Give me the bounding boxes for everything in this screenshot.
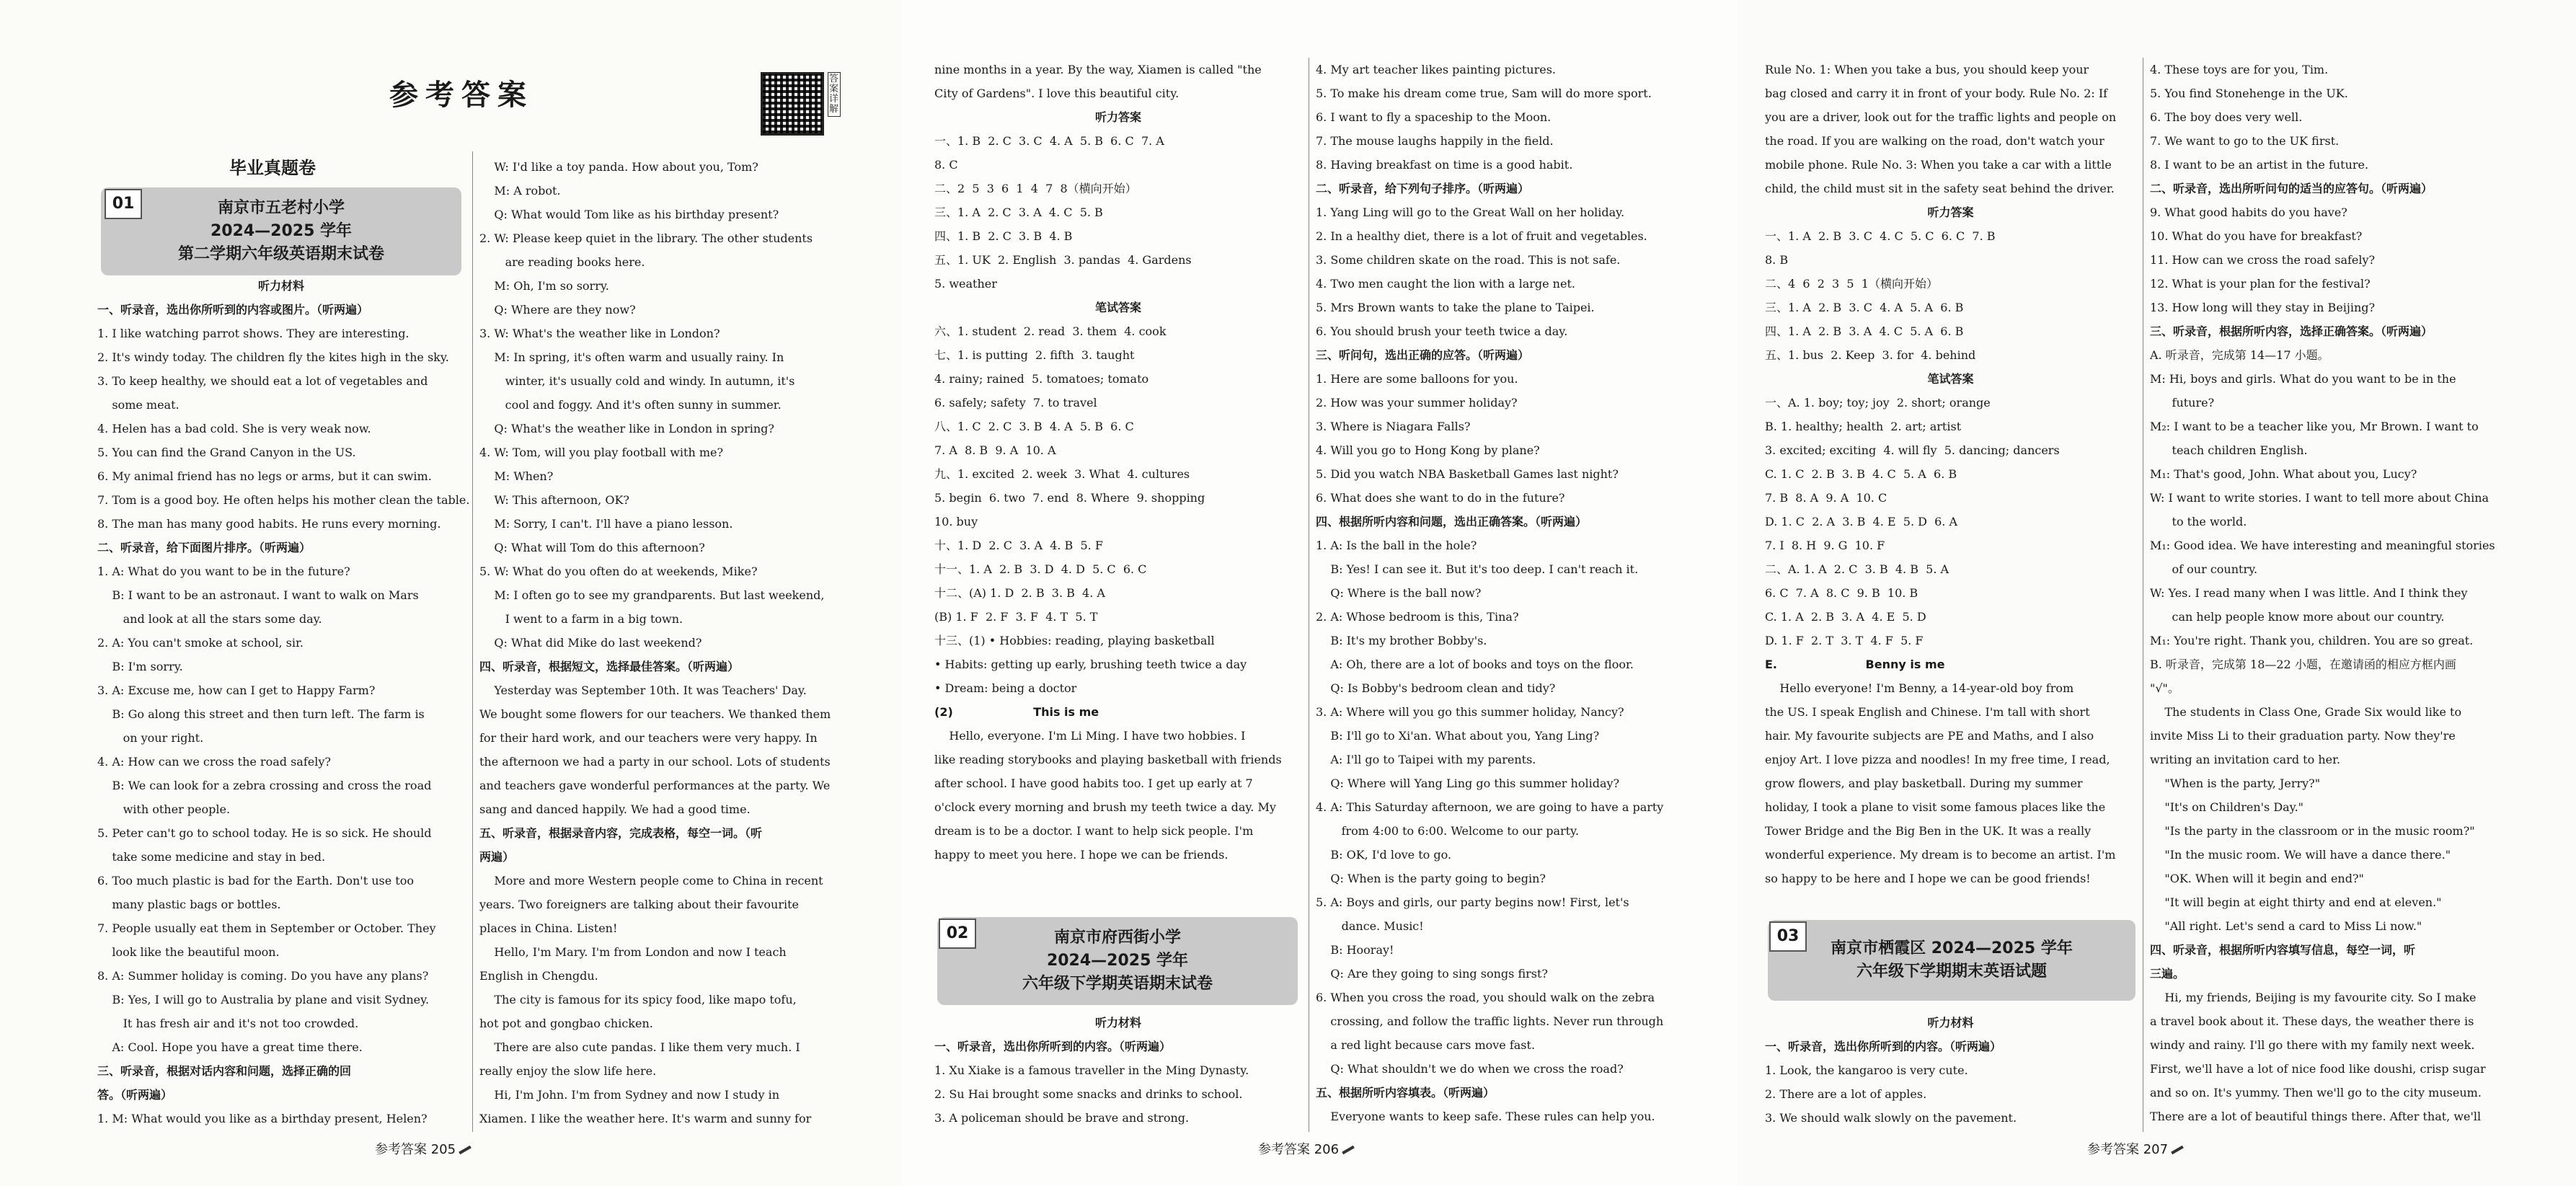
- text-line: It has fresh air and it's not too crowded.: [97, 1017, 359, 1030]
- text-line: 四、听录音，根据所听内容填写信息，每空一词，听: [2150, 943, 2416, 957]
- text-line: 5. weather: [934, 277, 997, 291]
- text-line: M₁: You're right. Thank you, children. You are so great.: [2150, 634, 2474, 647]
- text-line: B: It's my brother Bobby's.: [1316, 634, 1487, 647]
- text-line: 二、听录音，给下面图片排序。（听两遍）: [97, 541, 311, 554]
- text-line: 8. The man has many good habits. He runs every morning.: [97, 517, 441, 531]
- text-line: the road. If you are walking on the road, don't watch your: [1765, 134, 2104, 148]
- text-line: 1. M: What would you like as a birthday present, Helen?: [97, 1112, 428, 1125]
- text-line: A: Cool. Hope you have a great time there.: [97, 1040, 363, 1054]
- text-line: B: We can look for a zebra crossing and cross the road: [97, 779, 432, 792]
- text-line: B: Hooray!: [1316, 943, 1394, 957]
- text-line: child, the child must sit in the safety seat behind the driver.: [1765, 182, 2115, 195]
- text-line: English in Chengdu.: [479, 969, 598, 983]
- page-footer-206: [1258, 1139, 1355, 1158]
- text-line: "In the music room. We will have a dance there.": [2150, 848, 2451, 862]
- exam-number: 02: [939, 919, 976, 949]
- text-line: Yesterday was September 10th. It was Teachers' Day.: [479, 683, 807, 697]
- text-line: B. 听录音，完成第 18—22 小题，在邀请函的相应方框内画: [2150, 658, 2456, 671]
- text-line: 听力材料: [1927, 1016, 1974, 1030]
- text-line: "When is the party, Jerry?": [2150, 776, 2321, 790]
- text-line: 5. W: What do you often do at weekends, Mike?: [479, 565, 758, 578]
- text-line: Q: What did Mike do last weekend?: [479, 636, 702, 650]
- text-line: take some medicine and stay in bed.: [97, 850, 326, 864]
- text-line: crossing, and follow the traffic lights. Never run through: [1316, 1014, 1664, 1028]
- text-line: look like the beautiful moon.: [97, 945, 280, 959]
- text-line: A: I'll go to Taipei with my parents.: [1316, 753, 1536, 766]
- text-line: Q: When is the party going to begin?: [1316, 872, 1546, 885]
- text-line: windy and rainy. I'll go there with my family next week.: [2150, 1038, 2475, 1052]
- text-line: 五、1. bus 2. Keep 3. for 4. behind: [1765, 348, 1976, 362]
- text-line: 2. A: You can't smoke at school, sir.: [97, 636, 304, 650]
- text-line: 1. Here are some balloons for you.: [1316, 372, 1518, 386]
- text-line: Hi, my friends, Beijing is my favourite city. So I make: [2150, 991, 2477, 1004]
- text-line: Q: Where is the ball now?: [1316, 586, 1482, 600]
- text-line: like reading storybooks and playing basketball with friends: [934, 753, 1282, 766]
- text-line: you are a driver, look out for the traffic lights and people on: [1765, 110, 2117, 124]
- text-line: A. 听录音，完成第 14—17 小题。: [2150, 348, 2329, 362]
- text-line: M: A robot.: [479, 184, 561, 198]
- text-line: a red light because cars move fast.: [1316, 1038, 1536, 1052]
- text-line: 6. Too much plastic is bad for the Earth. Don't use too: [97, 874, 414, 888]
- text-line: years. Two foreigners are talking about their favourite: [479, 898, 800, 911]
- text-line: E. Benny is me: [1765, 658, 1945, 671]
- text-line: 答。（听两遍）: [97, 1088, 173, 1102]
- text-line: some meat.: [97, 398, 180, 412]
- text-line: C. 1. C 2. B 3. B 4. C 5. A 6. B: [1765, 467, 1957, 481]
- text-line: teach children English.: [2150, 443, 2308, 457]
- text-line: so happy to be here and I hope we can be good friends!: [1765, 872, 2091, 885]
- text-line: 1. Xu Xiake is a famous traveller in the Ming Dynasty.: [934, 1063, 1249, 1077]
- text-line: 一、1. A 2. B 3. C 4. C 5. C 6. C 7. B: [1765, 229, 1996, 243]
- text-line: The city is famous for its spicy food, like mapo tofu,: [479, 993, 797, 1006]
- footer-label: 参考答案 206: [1258, 1142, 1340, 1157]
- text-line: the afternoon we had a party in our school. Lots of students: [479, 755, 831, 769]
- text-line: 2. It's windy today. The children fly the kites high in the sky.: [97, 350, 449, 364]
- text-line: 一、听录音，选出你所听到的内容。（听两遍）: [1765, 1040, 2002, 1053]
- text-line: 4. A: How can we cross the road safely?: [97, 755, 331, 769]
- text-line: 8. I want to be an artist in the future.: [2150, 158, 2369, 172]
- text-line: 6. You should brush your teeth twice a day.: [1316, 324, 1568, 338]
- text-line: More and more Western people come to China in recent: [479, 874, 823, 888]
- text-column-5: [1765, 58, 2136, 890]
- text-line: a travel book about it. These days, the weather there is: [2150, 1014, 2474, 1028]
- text-line: Hello everyone! I'm Benny, a 14-year-old boy from: [1765, 681, 2074, 695]
- exam-name: 六年级下学期英语期末试卷: [1022, 975, 1213, 993]
- text-line: 3. A policeman should be brave and strong.: [934, 1111, 1190, 1125]
- text-line: Rule No. 1: When you take a bus, you should keep your: [1765, 63, 2089, 76]
- text-line: There are a lot of beautiful things there. After that, we'll: [2150, 1110, 2482, 1123]
- text-line: 1. A: What do you want to be in the future?: [97, 565, 350, 578]
- text-line: 三、听录音，根据所听内容，选择正确答案。（听两遍）: [2150, 324, 2433, 338]
- text-line: Hello, everyone. I'm Li Ming. I have two hobbies. I: [934, 729, 1246, 743]
- text-line: mobile phone. Rule No. 3: When you take a car with a little: [1765, 158, 2112, 172]
- exam-banner-03: [1768, 920, 2135, 1001]
- text-line: 四、1. A 2. B 3. A 4. C 5. A 6. B: [1765, 324, 1964, 338]
- text-column-5b: [1765, 1011, 2136, 1130]
- text-line: 5. You can find the Grand Canyon in the US.: [97, 446, 356, 459]
- footer-label: 参考答案 205: [375, 1142, 456, 1157]
- text-line: holiday, I took a plane to visit some famous places like the: [1765, 800, 2106, 814]
- text-line: Xiamen. I like the weather here. It's warm and sunny for: [479, 1112, 812, 1125]
- text-line: First, we'll have a lot of nice food like doushi, crisp sugar: [2150, 1062, 2486, 1076]
- text-line: 1. A: Is the ball in the hole?: [1316, 539, 1477, 552]
- text-column-4: [1316, 58, 1691, 1128]
- text-line: City of Gardens". I love this beautiful city.: [934, 87, 1179, 100]
- text-line: 10. What do you have for breakfast?: [2150, 229, 2363, 243]
- text-line: 7. People usually eat them in September or October. They: [97, 921, 436, 935]
- text-line: 十三、(1) • Hobbies: reading, playing basketball: [934, 634, 1215, 647]
- exam-year: 2024—2025 学年: [210, 222, 353, 240]
- exam-school: 南京市府西街小学: [1053, 929, 1181, 947]
- text-line: D. 1. F 2. T 3. T 4. F 5. F: [1765, 634, 1924, 647]
- qr-tag: 答案详解: [828, 72, 841, 117]
- page-footer-205: [375, 1139, 472, 1158]
- text-line: "It's on Children's Day.": [2150, 800, 2304, 814]
- section-title: 毕业真题卷: [229, 158, 316, 178]
- text-line: B: I want to be an astronaut. I want to walk on Mars: [97, 588, 419, 602]
- text-line: to the world.: [2150, 515, 2247, 528]
- footer-label: 参考答案 207: [2087, 1142, 2169, 1157]
- text-line: the US. I speak English and Chinese. I'm tall with short: [1765, 705, 2090, 719]
- text-line: 10. buy: [934, 515, 978, 528]
- text-line: wonderful experience. My dream is to become an artist. I'm: [1765, 848, 2116, 862]
- text-line: and so on. It's yummy. Then we'll go to the city museum.: [2150, 1086, 2482, 1099]
- text-line: "√"。: [2150, 681, 2179, 695]
- text-line: Q: Where will Yang Ling go this summer holiday?: [1316, 776, 1620, 790]
- text-line: Q: What will Tom do this afternoon?: [479, 541, 705, 554]
- text-line: B: Yes, I will go to Australia by plane and visit Sydney.: [97, 993, 430, 1006]
- text-line: 3. Where is Niagara Falls?: [1316, 420, 1471, 433]
- text-line: Q: What's the weather like in London in spring?: [479, 422, 774, 435]
- text-line: 2. A: Whose bedroom is this, Tina?: [1316, 610, 1519, 624]
- text-line: 3. W: What's the weather like in London?: [479, 327, 720, 340]
- text-line: 8. A: Summer holiday is coming. Do you have any plans?: [97, 969, 429, 983]
- text-line: dream is to be a doctor. I want to help sick people. I'm: [934, 824, 1254, 838]
- exam-number: 03: [1769, 921, 1807, 952]
- text-line: 三遍。: [2150, 967, 2185, 981]
- text-line: 九、1. excited 2. week 3. What 4. cultures: [934, 467, 1190, 481]
- text-line: hot pot and gongbao chicken.: [479, 1017, 653, 1030]
- text-line: 8. B: [1765, 253, 1789, 267]
- text-line: Hi, I'm John. I'm from Sydney and now I study in: [479, 1088, 779, 1102]
- text-line: 4. Will you go to Hong Kong by plane?: [1316, 443, 1540, 457]
- text-line: 13. How long will they stay in Beijing?: [2150, 301, 2376, 314]
- text-line: 4. Two men caught the lion with a large net.: [1316, 277, 1575, 291]
- text-line: We bought some flowers for our teachers. We thanked them: [479, 707, 831, 721]
- exam-school: 南京市栖霞区 2024—2025 学年: [1831, 939, 2073, 957]
- text-line: enjoy Art. I love pizza and noodles! In my free time, I read,: [1765, 753, 2110, 766]
- text-line: 二、4 6 2 3 5 1（横向开始）: [1765, 277, 1938, 291]
- text-line: M₂: I want to be a teacher like you, Mr Brown. I want to: [2150, 420, 2479, 433]
- text-line: B: I'm sorry.: [97, 660, 183, 673]
- text-line: 六、1. student 2. read 3. them 4. cook: [934, 324, 1167, 338]
- text-line: • Habits: getting up early, brushing teeth twice a day: [934, 658, 1247, 671]
- text-column-3b: [934, 1011, 1302, 1130]
- text-line: "Is the party in the classroom or in the music room?": [2150, 824, 2475, 838]
- text-line: 三、听问句，选出正确的应答。（听两遍）: [1316, 348, 1530, 362]
- text-line: 6. What does she want to do in the future?: [1316, 491, 1565, 505]
- text-line: C. 1. A 2. B 3. A 4. E 5. D: [1765, 610, 1926, 624]
- pencil-icon: [1342, 1146, 1355, 1154]
- text-line: M: When?: [479, 469, 554, 483]
- text-line: 3. To keep healthy, we should eat a lot of vegetables and: [97, 374, 428, 388]
- text-line: M: Sorry, I can't. I'll have a piano lesson.: [479, 517, 733, 531]
- pencil-icon: [2171, 1146, 2184, 1154]
- text-line: 5. begin 6. two 7. end 8. Where 9. shopping: [934, 491, 1205, 505]
- text-line: cool and foggy. And it's often sunny in summer.: [479, 398, 782, 412]
- text-line: 十、1. D 2. C 3. A 4. B 5. F: [934, 539, 1103, 552]
- text-line: future?: [2150, 396, 2215, 410]
- page-title: 参考答案: [389, 79, 534, 112]
- text-line: B: Yes! I can see it. But it's too deep. I can't reach it.: [1316, 562, 1639, 576]
- exam-school: 南京市五老村小学: [217, 199, 345, 217]
- text-line: and look at all the stars some day.: [97, 612, 322, 626]
- text-line: 6. When you cross the road, you should walk on the zebra: [1316, 991, 1655, 1004]
- text-line: 二、听录音，给下列句子排序。（听两遍）: [1316, 182, 1530, 195]
- text-line: 6. My animal friend has no legs or arms, but it can swim.: [97, 469, 432, 483]
- text-line: 3. A: Where will you go this summer holiday, Nancy?: [1316, 705, 1624, 719]
- text-line: 7. The mouse laughs happily in the field.: [1316, 134, 1554, 148]
- text-line: hair. My favourite subjects are PE and Maths, and I also: [1765, 729, 2094, 743]
- exam-number: 01: [105, 189, 142, 219]
- text-line: 笔试答案: [1094, 301, 1141, 314]
- text-column-6: [2150, 58, 2521, 1128]
- text-line: 5. You find Stonehenge in the UK.: [2150, 87, 2348, 100]
- text-line: 1. Yang Ling will go to the Great Wall on her holiday.: [1316, 205, 1625, 219]
- text-line: M₁: Good idea. We have interesting and meaningful stories: [2150, 539, 2495, 552]
- text-line: 8. Having breakfast on time is a good habit.: [1316, 158, 1573, 172]
- text-line: (2) This is me: [934, 705, 1099, 719]
- text-line: M₁: That's good, John. What about you, Lucy?: [2150, 467, 2417, 481]
- exam-year: 2024—2025 学年: [1046, 952, 1189, 970]
- text-line: 3. Some children skate on the road. This is not safe.: [1316, 253, 1621, 267]
- text-line: 2. Su Hai brought some snacks and drinks to school.: [934, 1087, 1243, 1101]
- text-line: 6. C 7. A 8. C 9. B 10. B: [1765, 586, 1918, 600]
- text-line: B: Go along this street and then turn left. The farm is: [97, 707, 425, 721]
- text-line: from 4:00 to 6:00. Welcome to our party.: [1316, 824, 1580, 838]
- text-line: 8. C: [934, 158, 958, 172]
- text-line: sang and danced happily. We had a good time.: [479, 802, 751, 816]
- text-line: 7. B 8. A 9. A 10. C: [1765, 491, 1887, 505]
- text-line: many plastic bags or bottles.: [97, 898, 281, 911]
- text-line: on your right.: [97, 731, 204, 745]
- text-line: 12. What is your plan for the festival?: [2150, 277, 2371, 291]
- text-line: 3. We should walk slowly on the pavement.: [1765, 1111, 2017, 1125]
- text-line: nine months in a year. By the way, Xiamen is called "the: [934, 63, 1262, 76]
- text-line: B. 1. healthy; health 2. art; artist: [1765, 420, 1962, 433]
- text-line: B: I'll go to Xi'an. What about you, Yang Ling?: [1316, 729, 1600, 743]
- text-column-1: [97, 274, 470, 1130]
- text-line: 7. We want to go to the UK first.: [2150, 134, 2340, 148]
- text-line: Everyone wants to keep safe. These rules can help you.: [1316, 1110, 1655, 1123]
- text-line: grow flowers, and play basketball. During my summer: [1765, 776, 2083, 790]
- text-line: W: Yes. I read many when I was little. And I think they: [2150, 586, 2468, 600]
- text-line: 一、A. 1. boy; toy; joy 2. short; orange: [1765, 396, 1991, 410]
- exam-name: 六年级下学期期末英语试题: [1856, 962, 2047, 981]
- text-line: 四、听录音，根据短文，选择最佳答案。（听两遍）: [479, 660, 740, 673]
- text-line: 听力材料: [1094, 1016, 1141, 1030]
- text-line: 2. There are a lot of apples.: [1765, 1087, 1927, 1101]
- text-line: M: I often go to see my grandparents. But last weekend,: [479, 588, 825, 602]
- text-line: writing an invitation card to her.: [2150, 753, 2341, 766]
- text-line: 4. My art teacher likes painting pictures.: [1316, 63, 1557, 76]
- text-line: M: In spring, it's often warm and usually rainy. In: [479, 350, 784, 364]
- text-line: 3. A: Excuse me, how can I get to Happy Farm?: [97, 683, 376, 697]
- text-line: 1. Look, the kangaroo is very cute.: [1765, 1063, 1968, 1077]
- text-line: places in China. Listen!: [479, 921, 618, 935]
- text-line: "It will begin at eight thirty and end at eleven.": [2150, 895, 2442, 909]
- exam-name: 第二学期六年级英语期末试卷: [177, 245, 384, 263]
- text-line: 5. Peter can't go to school today. He is so sick. He should: [97, 826, 432, 840]
- text-line: 听力答案: [1094, 110, 1141, 124]
- text-line: Q: Where are they now?: [479, 303, 636, 317]
- text-line: dance. Music!: [1316, 919, 1424, 933]
- text-line: 七、1. is putting 2. fifth 3. taught: [934, 348, 1135, 362]
- text-line: (B) 1. F 2. F 3. F 4. T 5. T: [934, 610, 1098, 624]
- text-line: 五、1. UK 2. English 3. pandas 4. Gardens: [934, 253, 1192, 267]
- text-line: and teachers gave wonderful performances at the party. We: [479, 779, 831, 792]
- text-line: Tower Bridge and the Big Ben in the UK. It was a really: [1765, 824, 2092, 838]
- text-line: 听力材料: [257, 279, 304, 293]
- text-line: o'clock every morning and brush my teeth twice a day. My: [934, 800, 1276, 814]
- text-line: 三、1. A 2. C 3. A 4. C 5. B: [934, 205, 1103, 219]
- pencil-icon: [459, 1146, 472, 1154]
- column-divider: [472, 151, 473, 1132]
- text-line: winter, it's usually cold and windy. In autumn, it's: [479, 374, 795, 388]
- text-line: 5. A: Boys and girls, our party begins now! First, let's: [1316, 895, 1629, 909]
- text-line: Q: Are they going to sing songs first?: [1316, 967, 1548, 981]
- text-line: 十一、1. A 2. B 3. D 4. D 5. C 6. C: [934, 562, 1147, 576]
- text-line: 三、1. A 2. B 3. C 4. A 5. A 6. B: [1765, 301, 1964, 314]
- text-line: 2. W: Please keep quiet in the library. The other students: [479, 231, 813, 245]
- text-line: 二、2 5 3 6 1 4 7 8（横向开始）: [934, 182, 1137, 195]
- text-line: for their hard work, and our teachers were very happy. In: [479, 731, 818, 745]
- text-line: of our country.: [2150, 562, 2258, 576]
- text-line: M: Hi, boys and girls. What do you want to be in the: [2150, 372, 2456, 386]
- exam-banner-02: [937, 917, 1298, 1005]
- text-line: 八、1. C 2. C 3. B 4. A 5. B 6. C: [934, 420, 1134, 433]
- text-line: 5. Did you watch NBA Basketball Games last night?: [1316, 467, 1619, 481]
- text-line: A: Oh, there are a lot of books and toys on the floor.: [1316, 658, 1634, 671]
- text-line: 三、听录音，根据对话内容和问题，选择正确的回: [97, 1064, 352, 1078]
- text-line: 4. These toys are for you, Tim.: [2150, 63, 2329, 76]
- text-line: 十二、(A) 1. D 2. B 3. B 4. A: [934, 586, 1105, 600]
- text-line: B: OK, I'd love to go.: [1316, 848, 1452, 862]
- text-line: 6. The boy does very well.: [2150, 110, 2303, 124]
- text-line: 一、1. B 2. C 3. C 4. A 5. B 6. C 7. A: [934, 134, 1164, 148]
- text-line: 二、A. 1. A 2. C 3. B 4. B 5. A: [1765, 562, 1949, 576]
- text-line: Q: Is Bobby's bedroom clean and tidy?: [1316, 681, 1556, 695]
- text-line: 1. I like watching parrot shows. They are interesting.: [97, 327, 410, 340]
- text-line: 笔试答案: [1927, 372, 1974, 386]
- text-line: 听力答案: [1927, 205, 1974, 219]
- text-line: really enjoy the slow life here.: [479, 1064, 657, 1078]
- text-line: Q: What would Tom like as his birthday present?: [479, 208, 779, 221]
- text-line: Q: What shouldn't we do when we cross the road?: [1316, 1062, 1624, 1076]
- text-line: W: I'd like a toy panda. How about you, Tom?: [479, 160, 758, 174]
- text-line: • Dream: being a doctor: [934, 681, 1077, 695]
- text-line: W: I want to write stories. I want to tell more about China: [2150, 491, 2489, 505]
- text-line: 4. Helen has a bad cold. She is very weak now.: [97, 422, 371, 435]
- text-column-2: [479, 155, 847, 1130]
- text-line: 7. Tom is a good boy. He often helps his mother clean the table.: [97, 493, 470, 507]
- text-line: 五、根据所听内容填表。（听两遍）: [1316, 1086, 1495, 1099]
- text-line: 5. Mrs Brown wants to take the plane to Taipei.: [1316, 301, 1595, 314]
- text-line: can help people know more about our country.: [2150, 610, 2445, 624]
- text-line: D. 1. C 2. A 3. B 4. E 5. D 6. A: [1765, 515, 1958, 528]
- text-line: I went to a farm in a big town.: [479, 612, 683, 626]
- text-line: "OK. When will it begin and end?": [2150, 872, 2364, 885]
- text-line: 五、听录音，根据录音内容，完成表格，每空一词。（听: [479, 826, 763, 840]
- text-line: happy to meet you here. I hope we can be friends.: [934, 848, 1229, 862]
- text-line: 四、1. B 2. C 3. B 4. B: [934, 229, 1073, 243]
- text-line: invite Miss Li to their graduation party. Now they're: [2150, 729, 2456, 743]
- text-line: 两遍）: [479, 850, 515, 864]
- text-line: 4. W: Tom, will you play football with me?: [479, 446, 724, 459]
- text-line: 3. excited; exciting 4. will fly 5. dancing; dancers: [1765, 443, 2060, 457]
- text-line: Hello, I'm Mary. I'm from London and now I teach: [479, 945, 787, 959]
- text-line: 9. What good habits do you have?: [2150, 205, 2347, 219]
- text-line: 四、根据所听内容和问题，选出正确答案。（听两遍）: [1316, 515, 1588, 528]
- text-line: are reading books here.: [479, 255, 645, 269]
- text-line: M: Oh, I'm so sorry.: [479, 279, 609, 293]
- text-line: 4. A: This Saturday afternoon, we are going to have a party: [1316, 800, 1664, 814]
- text-line: 2. In a healthy diet, there is a lot of fruit and vegetables.: [1316, 229, 1647, 243]
- text-line: with other people.: [97, 802, 231, 816]
- text-line: 6. safely; safety 7. to travel: [934, 396, 1097, 410]
- exam-banner-01: [101, 187, 461, 275]
- text-line: The students in Class One, Grade Six would like to: [2150, 705, 2462, 719]
- text-line: There are also cute pandas. I like them very much. I: [479, 1040, 800, 1054]
- text-line: 6. I want to fly a spaceship to the Moon.: [1316, 110, 1552, 124]
- text-line: W: This afternoon, OK?: [479, 493, 629, 507]
- text-line: 一、听录音，选出你所听到的内容。（听两遍）: [934, 1040, 1172, 1053]
- text-column-3a: [934, 58, 1302, 867]
- text-line: 二、听录音，选出所听问句的适当的应答句。（听两遍）: [2150, 182, 2433, 195]
- text-line: 2. How was your summer holiday?: [1316, 396, 1518, 410]
- text-line: after school. I have good habits too. I get up early at 7: [934, 776, 1253, 790]
- text-line: "All right. Let's send a card to Miss Li now.": [2150, 919, 2422, 933]
- qr-code[interactable]: [761, 72, 824, 136]
- text-line: 4. rainy; rained 5. tomatoes; tomato: [934, 372, 1149, 386]
- text-line: 一、听录音，选出你所听到的内容或图片。（听两遍）: [97, 303, 369, 317]
- text-line: 11. How can we cross the road safely?: [2150, 253, 2376, 267]
- page-footer-207: [2087, 1139, 2184, 1158]
- text-line: 7. A 8. B 9. A 10. A: [934, 443, 1056, 457]
- text-line: 5. To make his dream come true, Sam will do more sport.: [1316, 87, 1652, 100]
- text-line: 7. I 8. H 9. G 10. F: [1765, 539, 1885, 552]
- text-line: bag closed and carry it in front of your body. Rule No. 2: If: [1765, 87, 2108, 100]
